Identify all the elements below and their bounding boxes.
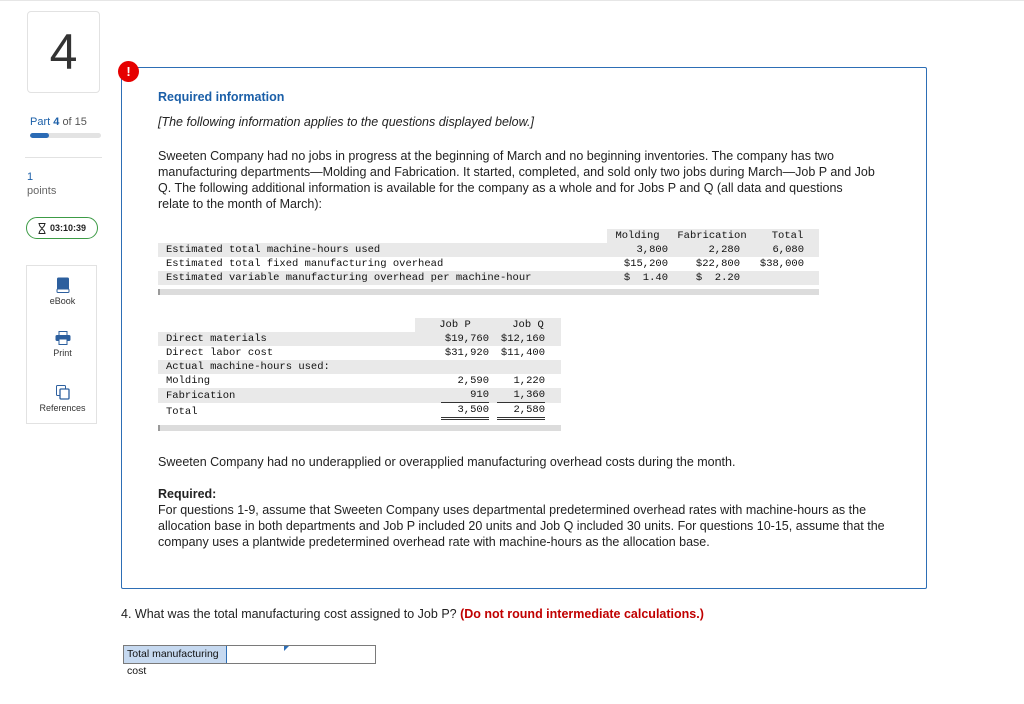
- table-row: [158, 257, 819, 271]
- department-data-table: [158, 229, 819, 285]
- references-button[interactable]: [27, 385, 98, 413]
- references-label: References: [39, 403, 86, 413]
- hourglass-icon: [38, 223, 46, 234]
- question-emphasis: (Do not round intermediate calculations.): [460, 607, 704, 621]
- cell: $12,160: [500, 333, 545, 345]
- cell: $19,760: [444, 333, 489, 345]
- part-progress-bar: [30, 133, 101, 138]
- info-subheading: [The following information applies to the questions displayed below.]: [158, 115, 534, 129]
- ebook-label: eBook: [49, 296, 76, 306]
- question-number: 4: [27, 11, 100, 93]
- table-row: [158, 332, 561, 346]
- question-text: [121, 607, 704, 621]
- row-label: Fabrication: [166, 389, 236, 402]
- cell: 2,590: [457, 375, 489, 387]
- total-manufacturing-cost-input[interactable]: [226, 646, 375, 663]
- cell: $ 2.20: [695, 272, 740, 284]
- ebook-button[interactable]: [27, 277, 98, 306]
- job-data-table: [158, 318, 561, 420]
- alert-icon: !: [118, 61, 139, 82]
- intro-paragraph: Sweeten Company had no jobs in progress at the beginning of March and no beginning inventories. The company has two manufacturing departments—Molding and Fabrication. It started, completed, and sold only two jobs during March—Job P and Job Q. The following additional information is available for the company as a whole and for Jobs P and Q (all data and questions relate to the month of March):: [158, 149, 875, 211]
- part-current: 4: [53, 116, 60, 128]
- cell: 6,080: [772, 244, 804, 256]
- row-label: Estimated total machine-hours used: [166, 244, 381, 256]
- cell: $22,800: [695, 258, 740, 270]
- row-label: Direct labor cost: [166, 347, 274, 359]
- cell: 1,220: [513, 375, 545, 387]
- row-label: Estimated total fixed manufacturing overhead: [166, 258, 444, 270]
- points-value: 1: [27, 171, 34, 183]
- table-header-row: [158, 229, 819, 243]
- table-row: [158, 403, 561, 420]
- row-label: Actual machine-hours used:: [166, 361, 330, 373]
- print-button[interactable]: [27, 331, 98, 358]
- part-total: of 15: [62, 116, 87, 128]
- answer-row: [123, 645, 376, 677]
- copy-icon: [56, 385, 70, 400]
- table-header-row: [158, 318, 561, 332]
- progress-fill: [30, 133, 49, 138]
- answer-label: Total manufacturing cost: [124, 646, 226, 663]
- cell: $11,400: [500, 347, 545, 359]
- table-row: [158, 360, 561, 374]
- required-information-heading: Required information: [158, 90, 285, 104]
- cell: 910: [441, 388, 489, 403]
- table-row: [158, 374, 561, 388]
- required-label: Required:: [158, 487, 217, 501]
- row-label: Estimated variable manufacturing overhead per machine-hour: [166, 272, 532, 284]
- book-icon: [56, 277, 70, 293]
- cell: $31,920: [444, 347, 489, 359]
- row-label: Direct materials: [166, 333, 267, 345]
- cell: 1,360: [497, 388, 545, 403]
- cell: 2,580: [497, 403, 545, 420]
- table-footer-rule: [158, 425, 561, 431]
- print-label: Print: [53, 348, 72, 358]
- cell: 3,500: [441, 403, 489, 420]
- col-header-total: Total: [756, 229, 819, 243]
- question-prompt: 4. What was the total manufacturing cost assigned to Job P?: [121, 607, 457, 621]
- table-row: [158, 388, 561, 403]
- cell: [756, 271, 819, 285]
- part-prefix: Part: [30, 116, 51, 128]
- table-row: [158, 271, 819, 285]
- cell: $ 1.40: [623, 272, 668, 284]
- printer-icon: [55, 331, 71, 345]
- table-row: [158, 243, 819, 257]
- cell: $38,000: [759, 258, 804, 270]
- points-label: points: [27, 185, 57, 197]
- timer[interactable]: [26, 217, 98, 239]
- cell: 3,800: [636, 244, 668, 256]
- input-corner-flag: [284, 646, 289, 651]
- note-paragraph: Sweeten Company had no underapplied or overapplied manufacturing overhead costs during the month.: [158, 455, 736, 469]
- required-text: For questions 1-9, assume that Sweeten Company uses departmental predetermined overhead rates with machine-hours as the allocation base in both departments and Job P included 20 units and Job Q included 30 units. For questions 10-15, assume that the company uses a plantwide predetermined overhead rate with machine-hours as the allocation base.: [158, 503, 885, 549]
- col-header-molding: Molding: [607, 229, 668, 243]
- table-footer-rule: [158, 289, 819, 295]
- row-label: Molding: [166, 375, 211, 387]
- timer-value: 03:10:39: [49, 223, 87, 233]
- col-header-job-p: Job P: [415, 318, 495, 332]
- table-row: [158, 346, 561, 360]
- cell: 2,280: [708, 244, 740, 256]
- cell: $15,200: [623, 258, 668, 270]
- row-label: Total: [166, 405, 198, 418]
- rail-divider: [25, 157, 102, 158]
- tools-panel: [26, 265, 97, 424]
- col-header-fabrication: Fabrication: [668, 229, 756, 243]
- part-indicator: [30, 116, 87, 128]
- col-header-job-q: Job Q: [495, 318, 561, 332]
- top-divider: [0, 0, 1024, 1]
